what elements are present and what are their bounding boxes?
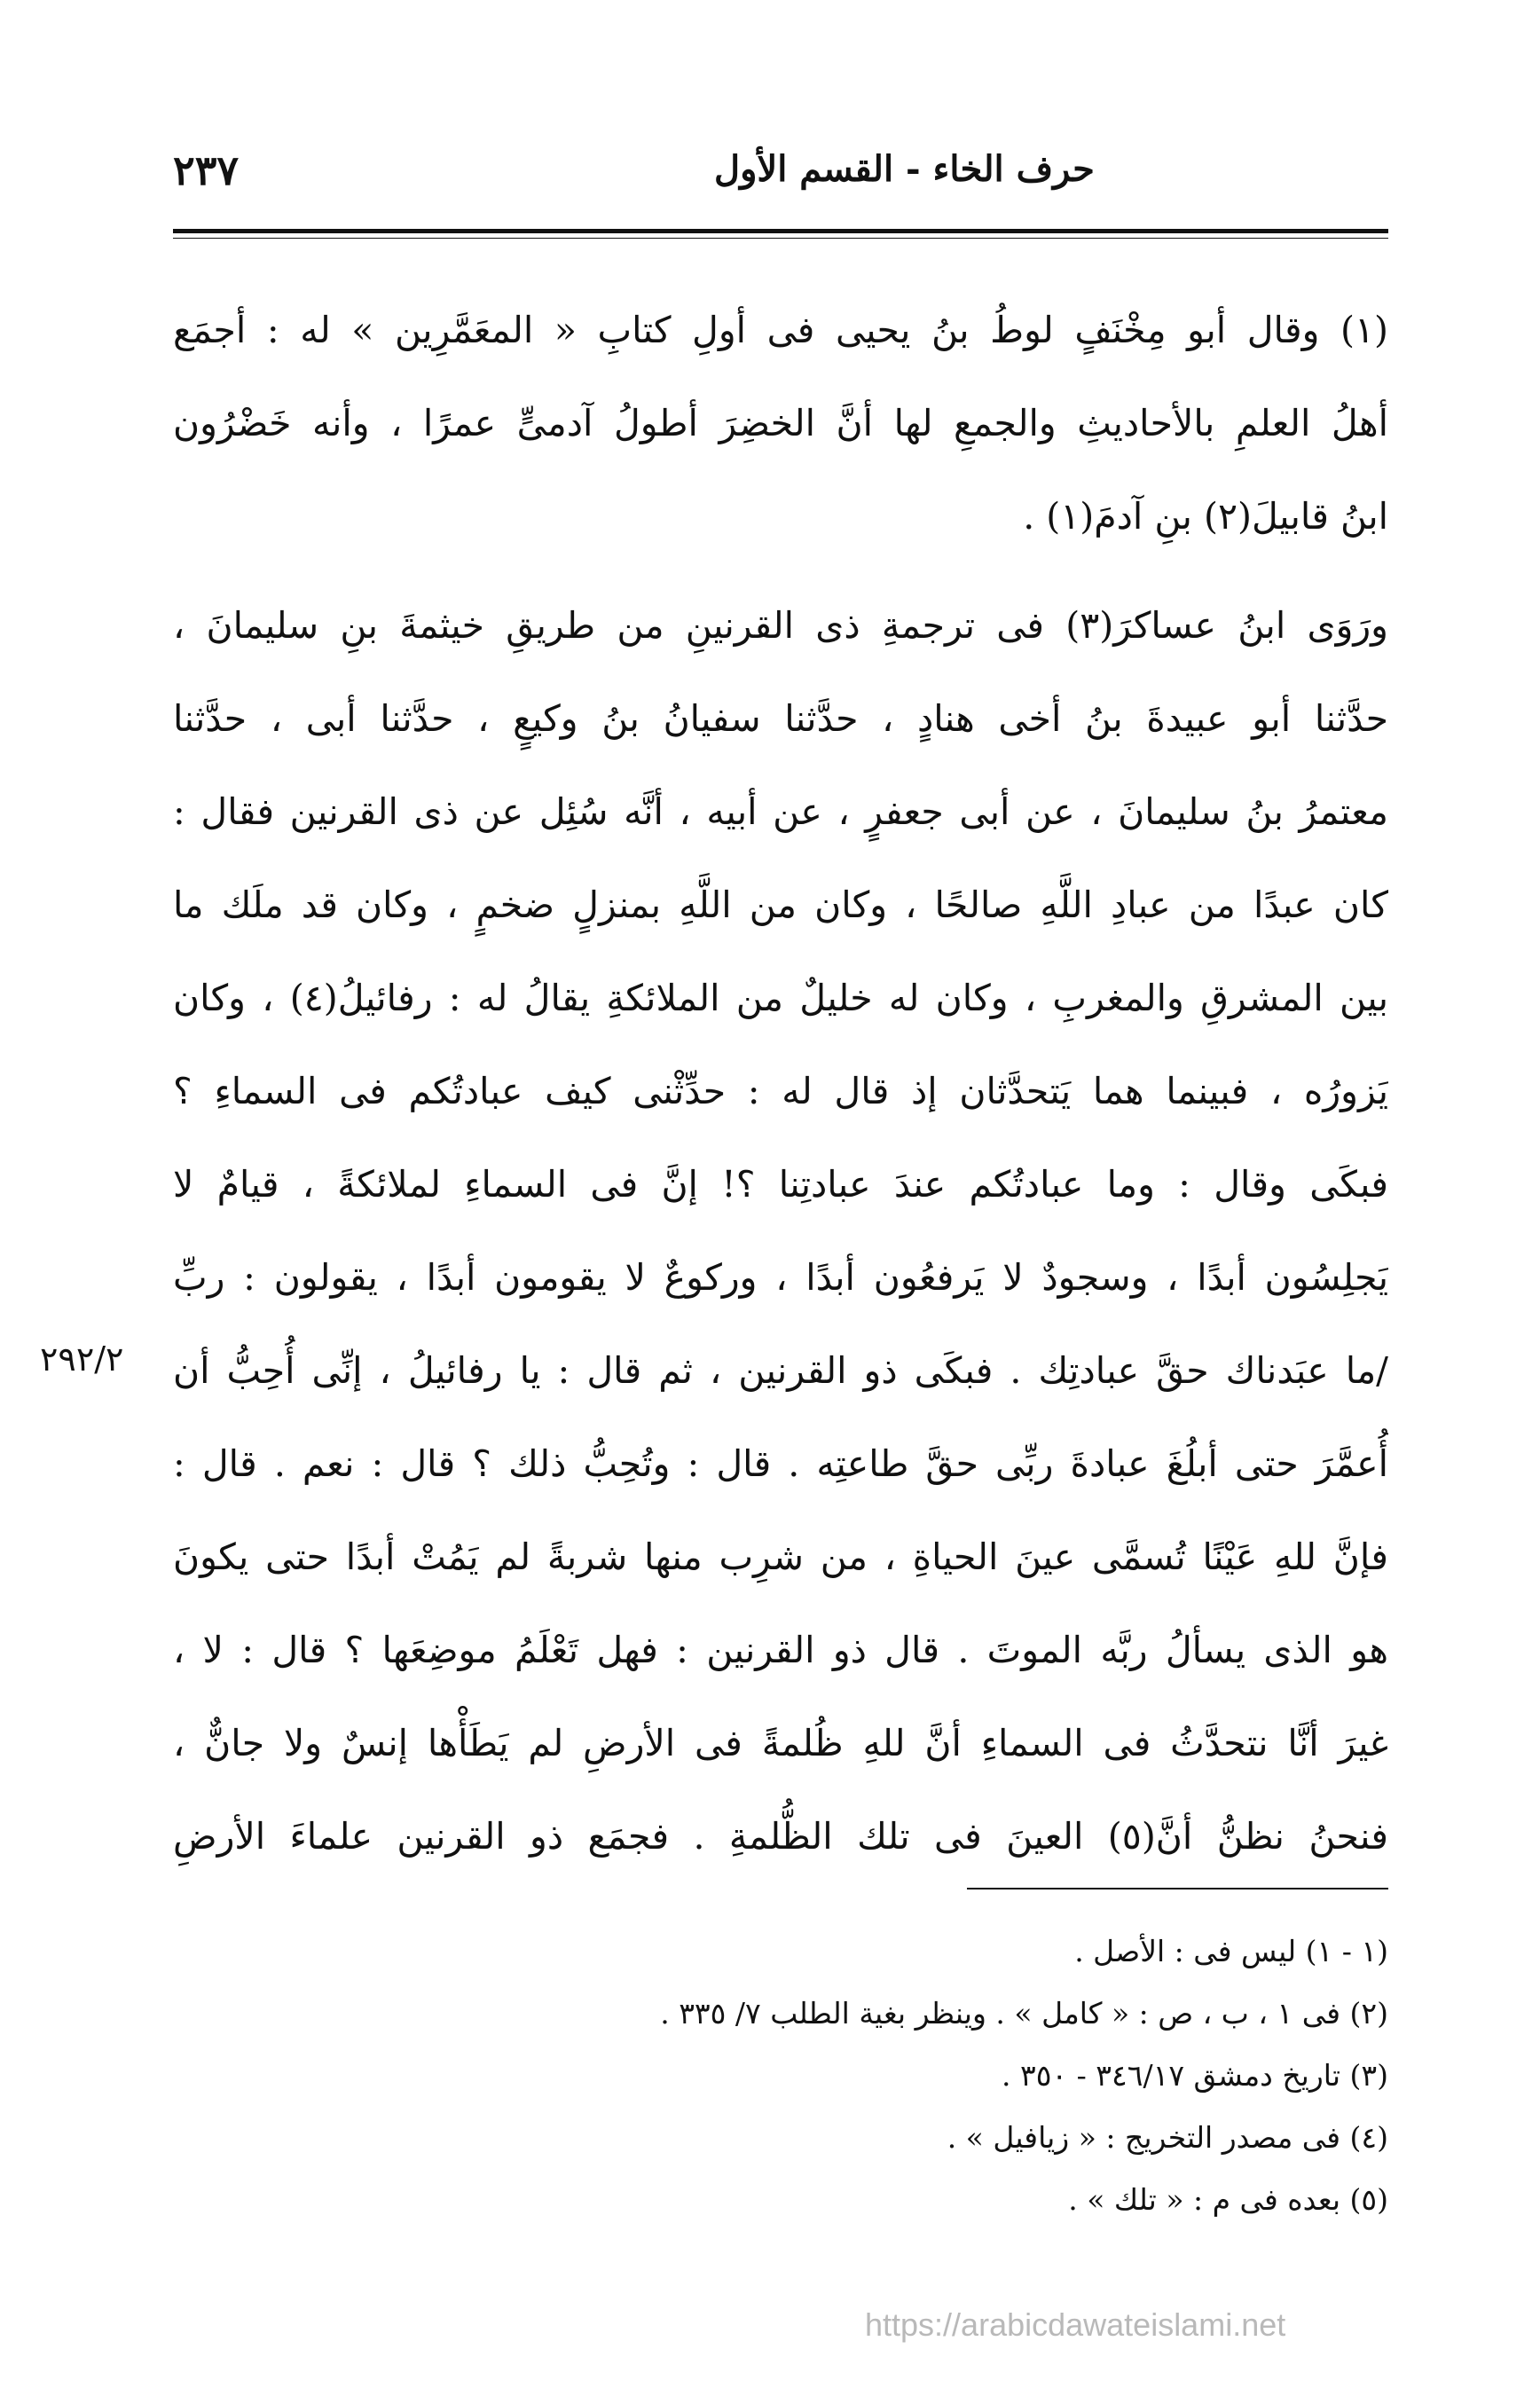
text-line: كان عبدًا من عبادِ اللَّهِ صالحًا ، وكان من اللَّهِ بمنزلٍ ضخمٍ ، وكان قد ملَك ما	[173, 884, 1388, 926]
footnote: (٣) تاريخ دمشق ٣٤٦/١٧ - ٣٥٠ .	[1001, 2058, 1388, 2093]
text-line: فإنَّ للهِ عَيْنًا تُسمَّى عينَ الحياةِ ، من شرِب منها شربةً لم يَمُتْ أبدًا حتى يكونَ	[173, 1536, 1388, 1578]
text-line: فبكَى وقال : وما عبادتُكم عندَ عبادتِنا ؟! إنَّ فى السماءِ لملائكةً ، قيامٌ لا	[173, 1163, 1388, 1206]
page-number: ٢٣٧	[173, 146, 240, 194]
paragraph-2	[173, 579, 1388, 1883]
footnote: (١ - ١) ليس فى : الأصل .	[1074, 1934, 1388, 1968]
text-line: يَجلِسُون أبدًا ، وسجودٌ لا يَرفعُون أبدًا ، وركوعٌ لا يقومون أبدًا ، يقولون : ربِّ	[173, 1256, 1388, 1299]
running-title: حرف الخاء - القسم الأول	[714, 148, 1095, 190]
footnote: (٢) فى ١ ، ب ، ص : « كامل » . وينظر بغية الطلب ٧/ ٣٣٥ .	[660, 1996, 1388, 2031]
watermark-url: https://arabicdawateislami.net	[865, 2306, 1286, 2343]
margin-reference: ٢٩٢/٢	[40, 1339, 124, 1379]
paragraph-1	[173, 284, 1388, 563]
text-line: أُعمَّرَ حتى أبلُغَ عبادةَ ربِّى حقَّ طاعتِه . قال : وتُحِبُّ ذلك ؟ قال : نعم . قال :	[173, 1442, 1388, 1485]
footnotes	[173, 1921, 1388, 2231]
text-line: ابنُ قابيلَ(٢) بنِ آدمَ(١) .	[1023, 495, 1388, 538]
text-line: أهلُ العلمِ بالأحاديثِ والجمعِ لها أنَّ الخضِرَ أطولُ آدمىٍّ عمرًا ، وأنه خَضْرُون	[173, 402, 1388, 444]
text-line: (١) وقال أبو مِخْنَفٍ لوطُ بنُ يحيى فى أولِ كتابِ « المعَمَّرِين » له : أجمَع	[173, 309, 1388, 351]
footnote: (٥) بعده فى م : « تلك » .	[1068, 2182, 1388, 2217]
text-line: غيرَ أنَّا نتحدَّثُ فى السماءِ أنَّ للهِ ظُلمةً فى الأرضِ لم يَطَأْها إنسٌ ولا جانٌّ ،	[173, 1722, 1388, 1764]
text-line: /ما عبَدناك حقَّ عبادتِك . فبكَى ذو القرنين ، ثم قال : يا رفائيلُ ، إنِّى أُحِبُّ أن	[173, 1349, 1388, 1392]
page-header	[173, 146, 1388, 208]
footnote-rule	[967, 1888, 1388, 1889]
text-line: يَزورُه ، فبينما هما يَتحدَّثان إذ قال له : حدِّثْنى كيف عبادتُكم فى السماءِ ؟	[173, 1070, 1388, 1112]
text-line: بين المشرقِ والمغربِ ، وكان له خليلٌ من الملائكةِ يقالُ له : رفائيلُ(٤) ، وكان	[173, 977, 1388, 1019]
text-line: ورَوَى ابنُ عساكرَ(٣) فى ترجمةِ ذى القرنينِ من طريقِ خيثمةَ بنِ سليمانَ ،	[173, 604, 1388, 647]
text-line: حدَّثنا أبو عبيدةَ بنُ أخى هنادٍ ، حدَّثنا سفيانُ بنُ وكيعٍ ، حدَّثنا أبى ، حدَّثنا	[173, 697, 1388, 740]
main-text	[173, 284, 1388, 1883]
header-rule-thin	[173, 238, 1388, 239]
footnote: (٤) فى مصدر التخريج : « زيافيل » .	[947, 2120, 1388, 2155]
text-line: فنحنُ نظنُّ أنَّ(٥) العينَ فى تلك الظُّلمةِ . فجمَع ذو القرنين علماءَ الأرضِ	[173, 1815, 1388, 1858]
text-line: معتمرُ بنُ سليمانَ ، عن أبى جعفرٍ ، عن أبيه ، أنَّه سُئِل عن ذى القرنين فقال :	[173, 790, 1388, 833]
text-line: هو الذى يسألُ ربَّه الموتَ . قال ذو القرنين : فهل تَعْلَمُ موضِعَها ؟ قال : لا ،	[173, 1629, 1388, 1671]
header-rule	[173, 229, 1388, 233]
